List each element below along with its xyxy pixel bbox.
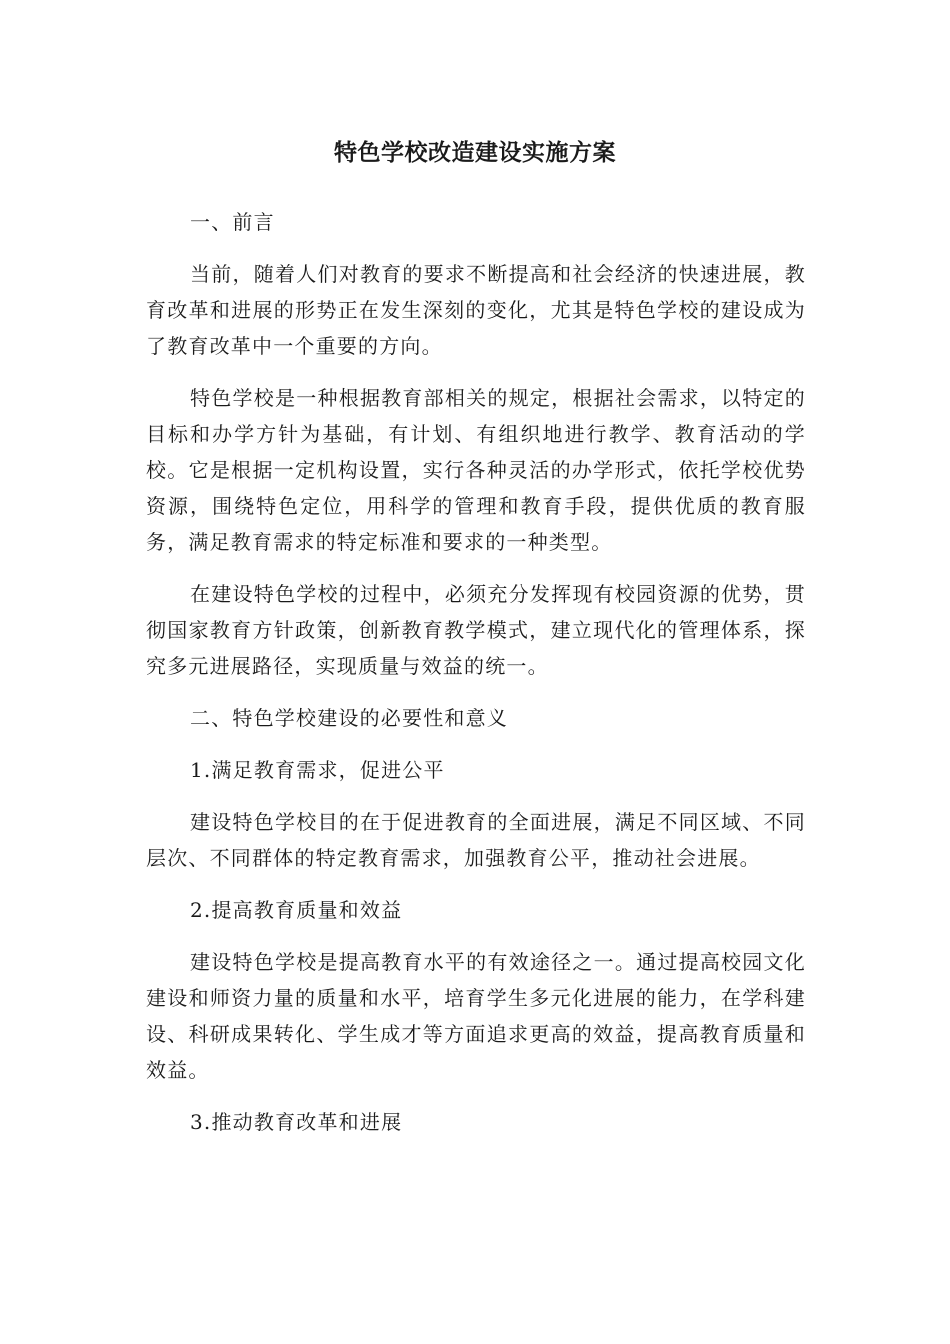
paragraph: 特色学校是一种根据教育部相关的规定，根据社会需求，以特定的目标和办学方针为基础，有计划、有组织地进行教学、教育活动的学校。它是根据一定机构设置，实行各种灵活的办学形式，依托学校优势资源，围绕特色定位，用科学的管理和教育手段，提供优质的教育服务，满足教育需求的特定标准和要求的一种类型。: [146, 386, 806, 554]
paragraph: 在建设特色学校的过程中，必须充分发挥现有校园资源的优势，贯彻国家教育方针政策，创新教育教学模式，建立现代化的管理体系，探究多元进展路径，实现质量与效益的统一。: [146, 582, 806, 678]
subsection-heading-1: 1.满足教育需求，促进公平: [190, 758, 445, 782]
paragraph: 建设特色学校是提高教育水平的有效途径之一。通过提高校园文化建设和师资力量的质量和水平，培育学生多元化进展的能力，在学科建设、科研成果转化、学生成才等方面追求更高的效益，提高教育质量和效益。: [146, 950, 806, 1082]
section-heading-preface: 一、前言: [190, 210, 275, 234]
document-body: [146, 204, 806, 1140]
paragraph: 当前，随着人们对教育的要求不断提高和社会经济的快速进展，教育改革和进展的形势正在发生深刻的变化，尤其是特色学校的建设成为了教育改革中一个重要的方向。: [146, 262, 806, 358]
section-heading-necessity: 二、特色学校建设的必要性和意义: [190, 706, 508, 730]
document-title: 特色学校改造建设实施方案: [334, 140, 616, 166]
subsection-heading-3: 3.推动教育改革和进展: [190, 1110, 403, 1134]
paragraph: 建设特色学校目的在于促进教育的全面进展，满足不同区域、不同层次、不同群体的特定教育需求，加强教育公平，推动社会进展。: [146, 810, 806, 870]
subsection-heading-2: 2.提高教育质量和效益: [190, 898, 403, 922]
